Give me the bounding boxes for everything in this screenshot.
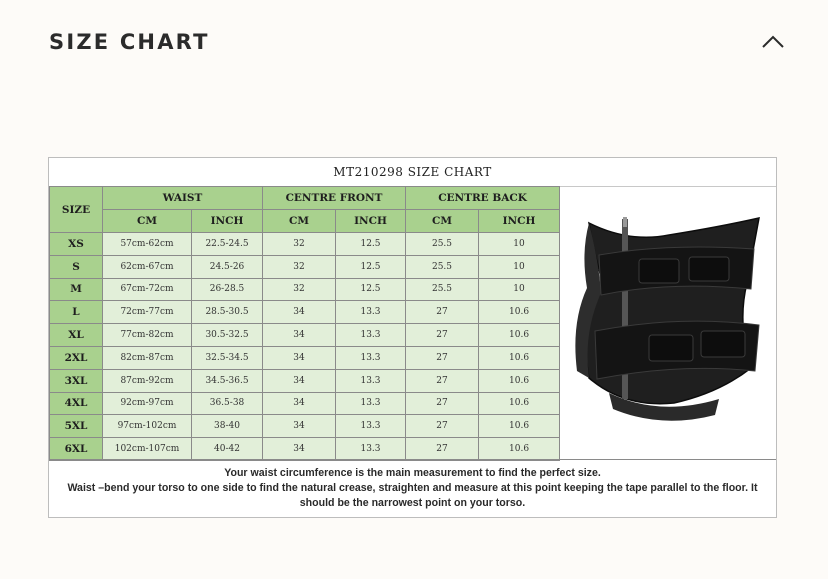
waist-cm-cell: 97cm-102cm	[103, 415, 192, 438]
note-line-2: Waist –bend your torso to one side to find the natural crease, straighten and measure at this point keeping the tape parallel to the floor. It should be the narrowest point on your torso.	[67, 482, 758, 509]
front-cm-cell: 34	[263, 346, 336, 369]
collapse-toggle-button[interactable]	[758, 28, 788, 56]
size-cell: M	[50, 278, 103, 301]
back-inch-cell: 10.6	[479, 301, 560, 324]
size-chart-image	[48, 157, 777, 518]
front-cm-cell: 34	[263, 392, 336, 415]
back-inch-cell: 10	[479, 233, 560, 256]
front-cm-cell: 34	[263, 369, 336, 392]
front-cm-header: CM	[263, 210, 336, 233]
waist-inch-cell: 34.5-36.5	[192, 369, 263, 392]
waist-trainer-product-image	[561, 186, 777, 459]
table-row	[50, 233, 560, 256]
table-row	[50, 324, 560, 347]
front-inch-header: INCH	[336, 210, 406, 233]
waist-inch-cell: 38-40	[192, 415, 263, 438]
size-cell: 5XL	[50, 415, 103, 438]
section-title: SIZE CHART	[49, 30, 210, 54]
waist-cm-cell: 57cm-62cm	[103, 233, 192, 256]
waist-inch-cell: 24.5-26	[192, 255, 263, 278]
size-cell: XS	[50, 233, 103, 256]
front-cm-cell: 32	[263, 255, 336, 278]
back-inch-cell: 10.6	[479, 369, 560, 392]
waist-inch-cell: 40-42	[192, 438, 263, 461]
table-row	[50, 438, 560, 461]
back-cm-cell: 27	[406, 346, 479, 369]
table-row	[50, 369, 560, 392]
front-cm-cell: 32	[263, 233, 336, 256]
waist-cm-cell: 87cm-92cm	[103, 369, 192, 392]
front-cm-cell: 32	[263, 278, 336, 301]
back-inch-cell: 10.6	[479, 324, 560, 347]
back-inch-cell: 10	[479, 278, 560, 301]
front-cm-cell: 34	[263, 438, 336, 461]
size-cell: XL	[50, 324, 103, 347]
chart-title: MT210298 SIZE CHART	[49, 158, 776, 187]
table-row	[50, 346, 560, 369]
back-inch-cell: 10.6	[479, 415, 560, 438]
centre-back-column-header: CENTRE BACK	[406, 187, 560, 210]
front-inch-cell: 13.3	[336, 438, 406, 461]
back-inch-cell: 10.6	[479, 392, 560, 415]
back-cm-cell: 25.5	[406, 233, 479, 256]
front-inch-cell: 12.5	[336, 233, 406, 256]
front-inch-cell: 12.5	[336, 255, 406, 278]
measurement-notes	[49, 459, 776, 517]
back-cm-cell: 25.5	[406, 278, 479, 301]
table-row	[50, 301, 560, 324]
waist-inch-header: INCH	[192, 210, 263, 233]
waist-column-header: WAIST	[103, 187, 263, 210]
front-inch-cell: 12.5	[336, 278, 406, 301]
size-cell: L	[50, 301, 103, 324]
back-cm-cell: 27	[406, 301, 479, 324]
waist-inch-cell: 36.5-38	[192, 392, 263, 415]
chevron-up-icon	[761, 35, 785, 49]
size-cell: 2XL	[50, 346, 103, 369]
waist-cm-cell: 67cm-72cm	[103, 278, 192, 301]
front-inch-cell: 13.3	[336, 346, 406, 369]
waist-cm-cell: 72cm-77cm	[103, 301, 192, 324]
size-column-header: SIZE	[50, 187, 103, 233]
size-cell: 4XL	[50, 392, 103, 415]
front-cm-cell: 34	[263, 415, 336, 438]
front-cm-cell: 34	[263, 301, 336, 324]
table-row	[50, 278, 560, 301]
back-cm-cell: 27	[406, 324, 479, 347]
waist-cm-cell: 92cm-97cm	[103, 392, 192, 415]
waist-cm-cell: 77cm-82cm	[103, 324, 192, 347]
back-cm-cell: 25.5	[406, 255, 479, 278]
waist-cm-header: CM	[103, 210, 192, 233]
size-chart-header	[49, 28, 788, 58]
size-cell: 3XL	[50, 369, 103, 392]
back-inch-cell: 10.6	[479, 438, 560, 461]
waist-inch-cell: 30.5-32.5	[192, 324, 263, 347]
centre-front-column-header: CENTRE FRONT	[263, 187, 406, 210]
back-cm-cell: 27	[406, 438, 479, 461]
back-cm-header: CM	[406, 210, 479, 233]
waist-inch-cell: 22.5-24.5	[192, 233, 263, 256]
note-line-1: Your waist circumference is the main measurement to find the perfect size.	[224, 467, 601, 479]
front-inch-cell: 13.3	[336, 392, 406, 415]
waist-cm-cell: 82cm-87cm	[103, 346, 192, 369]
front-cm-cell: 34	[263, 324, 336, 347]
size-table	[49, 186, 560, 461]
waist-cm-cell: 62cm-67cm	[103, 255, 192, 278]
front-inch-cell: 13.3	[336, 415, 406, 438]
size-cell: S	[50, 255, 103, 278]
waist-inch-cell: 32.5-34.5	[192, 346, 263, 369]
waist-inch-cell: 28.5-30.5	[192, 301, 263, 324]
size-cell: 6XL	[50, 438, 103, 461]
front-inch-cell: 13.3	[336, 324, 406, 347]
waist-cm-cell: 102cm-107cm	[103, 438, 192, 461]
waist-trainer-illustration	[569, 203, 769, 443]
back-inch-cell: 10	[479, 255, 560, 278]
front-inch-cell: 13.3	[336, 301, 406, 324]
back-cm-cell: 27	[406, 415, 479, 438]
table-row	[50, 392, 560, 415]
back-inch-header: INCH	[479, 210, 560, 233]
waist-inch-cell: 26-28.5	[192, 278, 263, 301]
front-inch-cell: 13.3	[336, 369, 406, 392]
back-cm-cell: 27	[406, 392, 479, 415]
back-cm-cell: 27	[406, 369, 479, 392]
back-inch-cell: 10.6	[479, 346, 560, 369]
table-row	[50, 255, 560, 278]
table-row	[50, 415, 560, 438]
